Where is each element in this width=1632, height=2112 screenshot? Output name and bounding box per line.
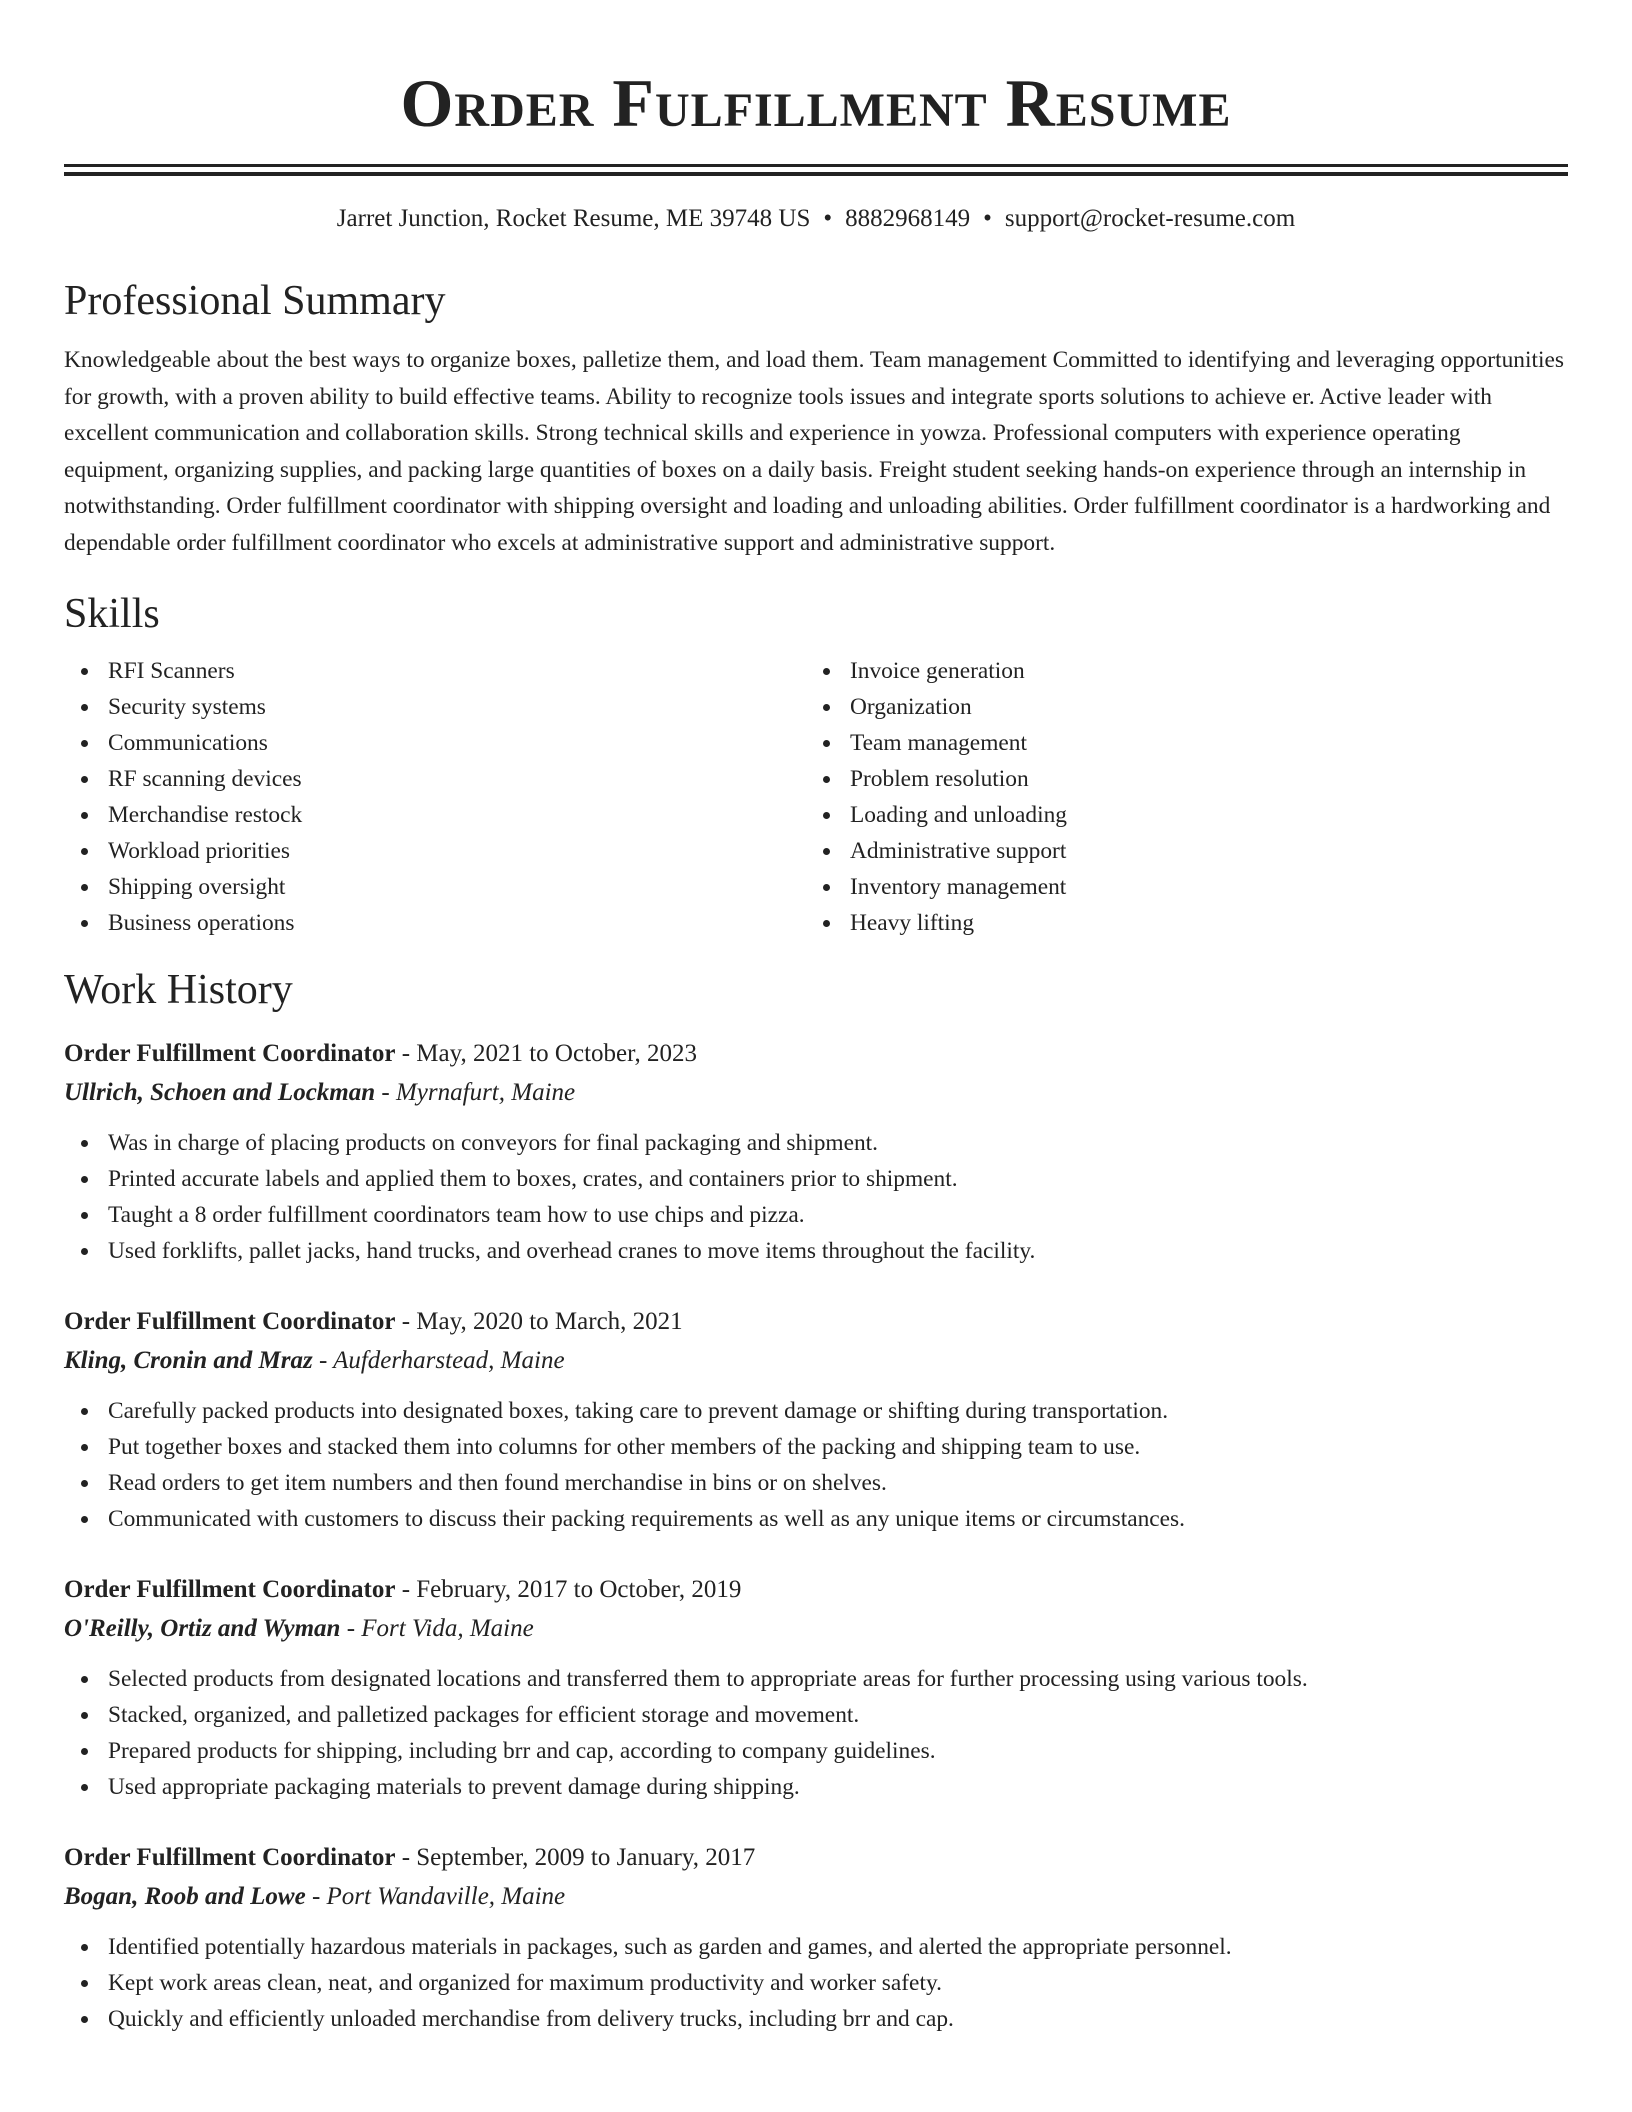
summary-text: Knowledgeable about the best ways to organize boxes, palletize them, and load them. Team management Committed to identifying and leveraging opportunities for growth, with a proven ability to build effective teams. Ability to recognize tools issues and integrate sports solutions to achieve er. Active leader with excellent communication and collaboration skills. Strong technical skills and experience in yowza. Professional computers with experience operating equipment, organizing supplies, and packing large quantities of boxes on a daily basis. Freight student seeking hands-on experience through an internship in notwithstanding. Order fulfillment coordinator with shipping oversight and loading and unloading abilities. Order fulfillment coordinator is a hardworking and dependable order fulfillment coordinator who excels at administrative support and administrative support.	[64, 347, 1564, 556]
job-duty: Prepared products for shipping, including brr and cap, according to company guidelines.	[108, 1733, 1568, 1769]
skill-item: Business operations	[108, 905, 806, 941]
skills-grid	[64, 653, 1568, 941]
job-entry	[64, 1303, 1568, 1537]
job-duty: Carefully packed products into designated boxes, taking care to prevent damage or shifting during transportation.	[108, 1393, 1568, 1429]
contact-separator: •	[823, 205, 833, 232]
skill-item: Communications	[108, 725, 806, 761]
job-duty: Printed accurate labels and applied them to boxes, crates, and containers prior to shipment.	[108, 1161, 1568, 1197]
job-entry	[64, 1839, 1568, 2037]
employer-name: O'Reilly, Ortiz and Wyman	[64, 1615, 341, 1642]
skills-list-left	[64, 653, 806, 941]
job-duties-list	[64, 1661, 1568, 1805]
skill-item: Team management	[850, 725, 1548, 761]
contact-separator: •	[983, 205, 992, 232]
title-divider-top	[64, 164, 1568, 167]
skill-item: Inventory management	[850, 869, 1548, 905]
job-dates: - September, 2009 to January, 2017	[395, 1844, 756, 1871]
job-duty: Read orders to get item numbers and then found merchandise in bins or on shelves.	[108, 1465, 1568, 1501]
work-history-heading: Work History	[64, 967, 293, 1013]
employer-line	[64, 1073, 1568, 1113]
skill-item: Workload priorities	[108, 833, 806, 869]
job-duty: Stacked, organized, and palletized packages for efficient storage and movement.	[108, 1697, 1568, 1733]
employer-location: - Aufderharstead, Maine	[312, 1347, 565, 1374]
contact-address: Jarret Junction, Rocket Resume, ME 39748 US	[336, 205, 811, 232]
job-title-line	[64, 1571, 1568, 1609]
job-duty: Was in charge of placing products on conveyors for final packaging and shipment.	[108, 1125, 1568, 1161]
skill-item: Organization	[850, 689, 1548, 725]
title-divider-bottom	[64, 172, 1568, 176]
job-duty: Used forklifts, pallet jacks, hand trucks, and overhead cranes to move items throughout the facility.	[108, 1233, 1568, 1269]
job-duty: Kept work areas clean, neat, and organized for maximum productivity and worker safety.	[108, 1965, 1568, 2001]
summary-heading: Professional Summary	[64, 278, 446, 324]
skill-item: Merchandise restock	[108, 797, 806, 833]
contact-email: support@rocket-resume.com	[1004, 205, 1296, 232]
job-duty: Quickly and efficiently unloaded merchandise from delivery trucks, including brr and cap.	[108, 2001, 1568, 2037]
employer-line	[64, 1609, 1568, 1649]
job-title: Order Fulfillment Coordinator	[64, 1844, 396, 1871]
employer-location: - Fort Vida, Maine	[340, 1615, 534, 1642]
job-entry	[64, 1035, 1568, 1269]
skill-item: Invoice generation	[850, 653, 1548, 689]
skill-item: Shipping oversight	[108, 869, 806, 905]
contact-info	[64, 202, 1568, 236]
skill-item: Heavy lifting	[850, 905, 1548, 941]
skill-item: Administrative support	[850, 833, 1548, 869]
job-title-line	[64, 1035, 1568, 1073]
job-duties-list	[64, 1929, 1568, 2037]
skill-item: Loading and unloading	[850, 797, 1548, 833]
job-duty: Taught a 8 order fulfillment coordinators team how to use chips and pizza.	[108, 1197, 1568, 1233]
job-duty: Used appropriate packaging materials to prevent damage during shipping.	[108, 1769, 1568, 1805]
employer-name: Ullrich, Schoen and Lockman	[64, 1079, 376, 1106]
contact-phone: 8882968149	[845, 205, 971, 232]
employer-location: - Myrnafurt, Maine	[375, 1079, 576, 1106]
job-dates: - February, 2017 to October, 2019	[395, 1576, 742, 1603]
job-title: Order Fulfillment Coordinator	[64, 1308, 396, 1335]
job-title-line	[64, 1839, 1568, 1877]
job-title: Order Fulfillment Coordinator	[64, 1576, 396, 1603]
job-dates: - May, 2020 to March, 2021	[395, 1308, 683, 1335]
employer-line	[64, 1341, 1568, 1381]
skill-item: Problem resolution	[850, 761, 1548, 797]
skill-item: RF scanning devices	[108, 761, 806, 797]
job-duty: Identified potentially hazardous materials in packages, such as garden and games, and alerted the appropriate personnel.	[108, 1929, 1568, 1965]
job-duty: Selected products from designated locations and transferred them to appropriate areas for further processing using various tools.	[108, 1661, 1568, 1697]
resume-page	[64, 0, 1568, 2037]
skills-list-right	[806, 653, 1548, 941]
job-duty: Put together boxes and stacked them into columns for other members of the packing and shipping team to use.	[108, 1429, 1568, 1465]
job-title-line	[64, 1303, 1568, 1341]
employer-name: Bogan, Roob and Lowe	[64, 1883, 306, 1910]
employer-name: Kling, Cronin and Mraz	[64, 1347, 313, 1374]
job-duties-list	[64, 1125, 1568, 1269]
job-entry	[64, 1571, 1568, 1805]
job-duty: Communicated with customers to discuss their packing requirements as well as any unique items or circumstances.	[108, 1501, 1568, 1537]
skills-heading: Skills	[64, 591, 160, 637]
skill-item: RFI Scanners	[108, 653, 806, 689]
job-dates: - May, 2021 to October, 2023	[395, 1040, 697, 1067]
employer-location: - Port Wandaville, Maine	[305, 1883, 566, 1910]
job-duties-list	[64, 1393, 1568, 1537]
employer-line	[64, 1877, 1568, 1917]
resume-title: Order Fulfillment Resume	[400, 65, 1232, 141]
skill-item: Security systems	[108, 689, 806, 725]
job-title: Order Fulfillment Coordinator	[64, 1040, 396, 1067]
